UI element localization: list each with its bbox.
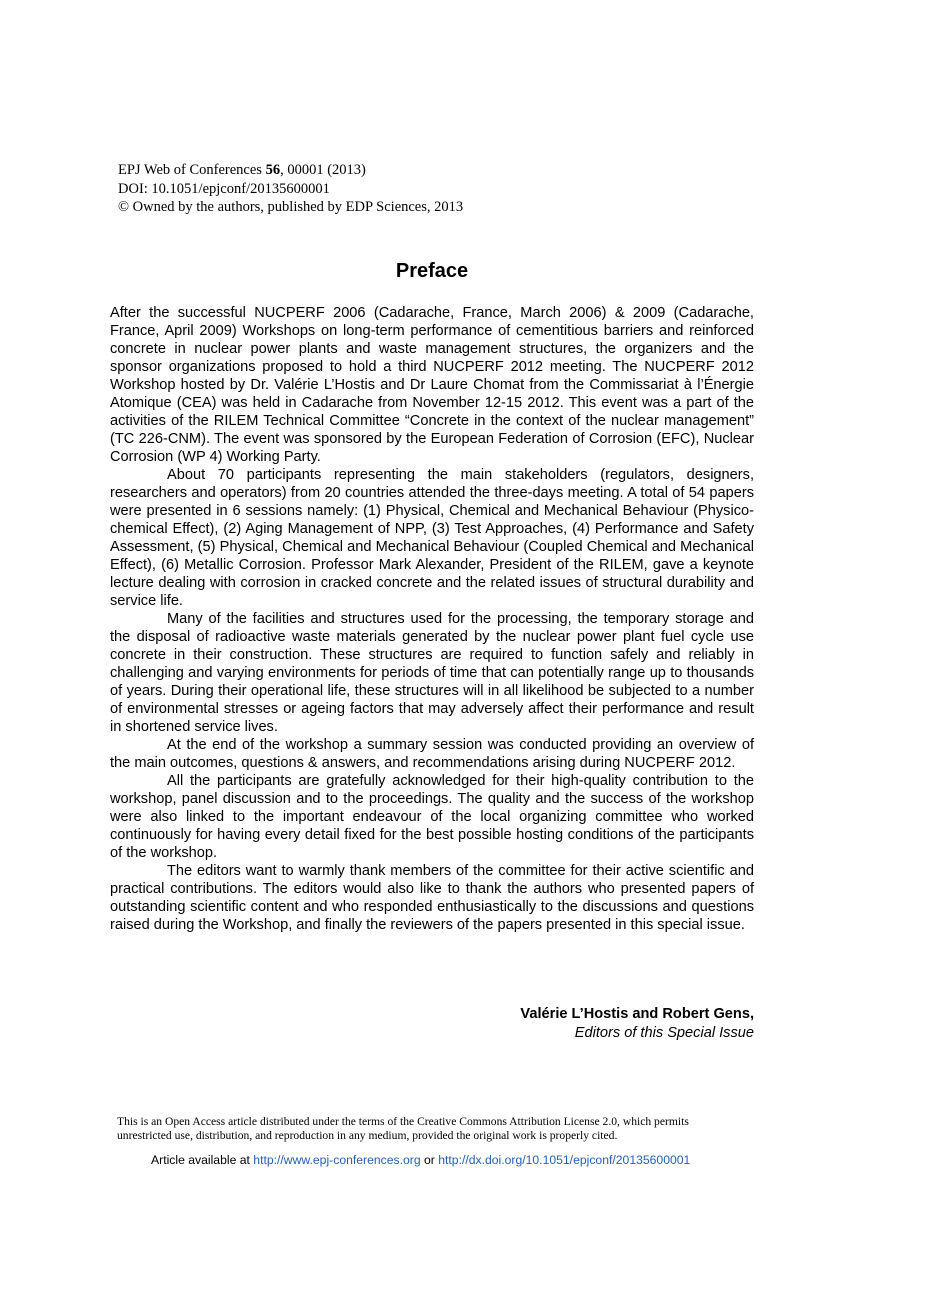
paragraph: About 70 participants representing the main stakeholders (regulators, designers, researchers and operators) from 20 countries attended the three-days meeting. A total of 54 papers were presented in 6 sessions namely: (1) Physical, Chemical and Mechanical Behaviour (Physico-chemical Effect), (2) Aging Management of NPP, (3) Test Approaches, (4) Performance and Safety Assessment, (5) Physical, Chemical and Mechanical Behaviour (Coupled Chemical and Mechanical Effect), (6) Metallic Corrosion. Professor Mark Alexander, President of the RILEM, gave a keynote lecture dealing with corrosion in cracked concrete and the related issues of structural durability and service life. <box>110 467 754 609</box>
availability-middle: or <box>420 1153 439 1167</box>
volume-number: 56 <box>265 162 281 178</box>
availability-prefix: Article available at <box>151 1153 254 1167</box>
journal-citation: EPJ Web of Conferences 56, 00001 (2013) <box>118 162 366 178</box>
license-line-1: This is an Open Access article distributed under the terms of the Creative Commons Attribution License 2.0, which permits <box>117 1115 689 1128</box>
signature-block <box>400 1005 754 1043</box>
journal-header <box>118 161 718 217</box>
license-line-2: unrestricted use, distribution, and reproduction in any medium, provided the original work is properly cited. <box>117 1129 618 1142</box>
paragraph: At the end of the workshop a summary session was conducted providing an overview of the main outcomes, questions & answers, and recommendations arising during NUCPERF 2012. <box>110 737 754 771</box>
license-notice <box>117 1115 757 1143</box>
editor-names: Valérie L’Hostis and Robert Gens, <box>520 1006 754 1022</box>
paragraph: After the successful NUCPERF 2006 (Cadarache, France, March 2006) & 2009 (Cadarache, France, April 2009) Workshops on long-term performance of cementitious barriers and reinforced concrete in nuclear power plants and waste management structures, the organizers and the sponsor organizations proposed to hold a third NUCPERF 2012 meeting. The NUCPERF 2012 Workshop hosted by Dr. Valérie L’Hostis and Dr Laure Chomat from the Commissariat à l’Énergie Atomique (CEA) was held in Cadarache from November 12-15 2012. This event was a part of the activities of the RILEM Technical Committee “Concrete in the context of the nuclear management” (TC 226-CNM). The event was sponsored by the European Federation of Corrosion (EFC), Nuclear Corrosion (WP 4) Working Party. <box>110 305 754 465</box>
paragraph: The editors want to warmly thank members of the committee for their active scientific and practical contributions. The editors would also like to thank the authors who presented papers of outstanding scientific content and who responded enthusiastically to the discussions and questions raised during the Workshop, and finally the reviewers of the papers presented in this special issue. <box>110 863 754 933</box>
copyright-line: © Owned by the authors, published by EDP Sciences, 2013 <box>118 199 464 215</box>
doi-line: DOI: 10.1051/epjconf/20135600001 <box>118 180 330 197</box>
preface-body <box>110 304 754 934</box>
paragraph: Many of the facilities and structures used for the processing, the temporary storage and the disposal of radioactive waste materials generated by the nuclear power plant fuel cycle use concrete in their construction. These structures are required to function safely and reliably in challenging and varying environments for periods of time that can potentially range up to thousands of years. During their operational life, these structures will in all likelihood be subjected to a number of environmental stresses or ageing factors that may adversely affect their performance and result in shortened service lives. <box>110 611 754 735</box>
epj-conferences-link[interactable]: http://www.epj-conferences.org <box>253 1153 421 1167</box>
doi-link[interactable]: http://dx.doi.org/10.1051/epjconf/20135600001 <box>438 1153 691 1167</box>
paragraph: All the participants are gratefully acknowledged for their high-quality contribution to the workshop, panel discussion and to the proceedings. The quality and the success of the workshop were also linked to the important endeavour of the local organizing committee who worked continuously for having every detail fixed for the best possible hosting conditions of the participants of the workshop. <box>110 773 754 861</box>
availability-line <box>151 1152 851 1168</box>
page-title: Preface <box>395 260 469 282</box>
editor-role: Editors of this Special Issue <box>574 1025 754 1041</box>
